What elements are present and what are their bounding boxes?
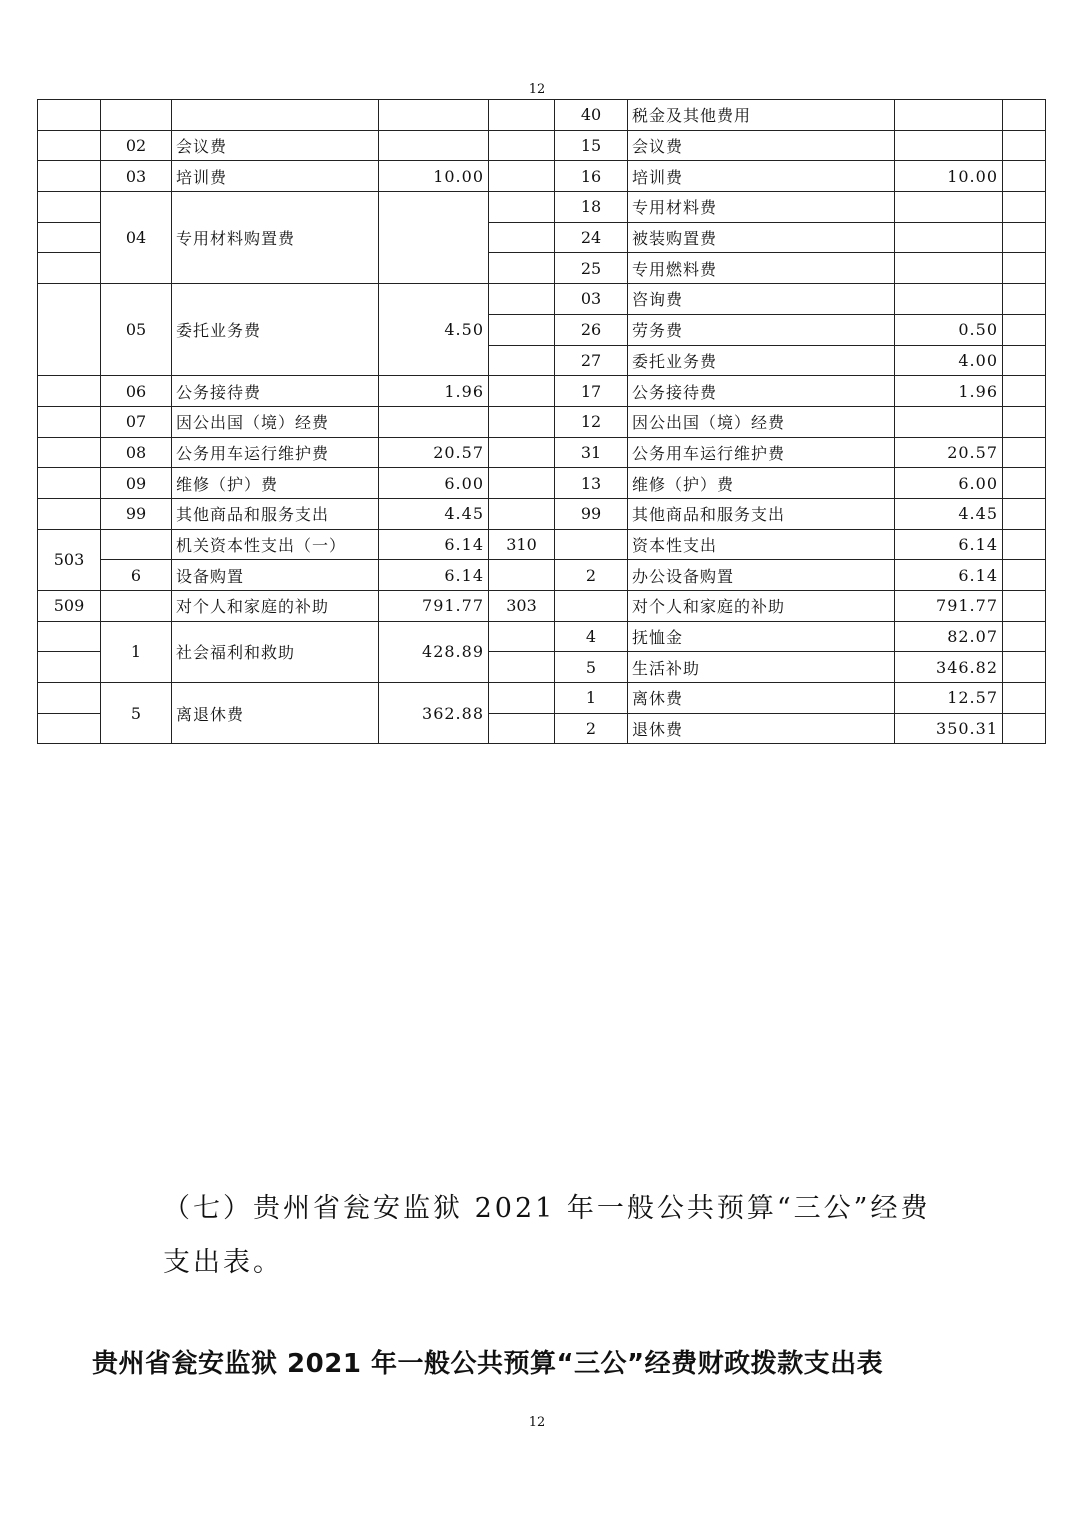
- cell-gov-amount: [379, 192, 489, 284]
- cell-dept-item: 03: [555, 284, 628, 315]
- cell-extra: [1003, 253, 1046, 284]
- cell-dept-class: [489, 560, 555, 591]
- cell-dept-amount: [895, 222, 1003, 253]
- cell-dept-item: 26: [555, 314, 628, 345]
- cell-gov-name: [172, 100, 379, 131]
- cell-gov-class: [38, 713, 101, 744]
- cell-dept-name: 培训费: [628, 161, 895, 192]
- cell-dept-name: 专用燃料费: [628, 253, 895, 284]
- cell-extra: [1003, 713, 1046, 744]
- table-row: [38, 529, 1046, 560]
- cell-gov-amount: 1.96: [379, 376, 489, 407]
- cell-dept-amount: 6.14: [895, 529, 1003, 560]
- cell-gov-name: 公务用车运行维护费: [172, 437, 379, 468]
- cell-dept-class: [489, 161, 555, 192]
- cell-gov-class: [38, 621, 101, 652]
- cell-gov-item: 07: [101, 406, 172, 437]
- cell-dept-amount: 82.07: [895, 621, 1003, 652]
- cell-dept-item: 24: [555, 222, 628, 253]
- cell-gov-amount: 4.50: [379, 284, 489, 376]
- cell-gov-name: 培训费: [172, 161, 379, 192]
- table-row: [38, 376, 1046, 407]
- cell-dept-class: [489, 192, 555, 223]
- cell-extra: [1003, 100, 1046, 131]
- cell-gov-class: [38, 406, 101, 437]
- cell-dept-item: 2: [555, 560, 628, 591]
- cell-dept-amount: 20.57: [895, 437, 1003, 468]
- cell-extra: [1003, 683, 1046, 714]
- cell-gov-class: [38, 652, 101, 683]
- cell-dept-name: 维修（护）费: [628, 468, 895, 499]
- cell-gov-name: 设备购置: [172, 560, 379, 591]
- cell-gov-amount: 428.89: [379, 621, 489, 682]
- section-heading-line-2: 支出表。: [163, 1247, 283, 1278]
- cell-dept-class: [489, 284, 555, 315]
- cell-dept-amount: 0.50: [895, 314, 1003, 345]
- table-row: [38, 406, 1046, 437]
- table-row: [38, 498, 1046, 529]
- cell-dept-amount: [895, 192, 1003, 223]
- cell-dept-name: 其他商品和服务支出: [628, 498, 895, 529]
- cell-dept-item: 25: [555, 253, 628, 284]
- cell-dept-item: 13: [555, 468, 628, 499]
- table-title: 贵州省瓮安监狱 2021 年一般公共预算“三公”经费财政拨款支出表: [92, 1349, 884, 1379]
- cell-gov-item: 6: [101, 560, 172, 591]
- cell-dept-class: [489, 713, 555, 744]
- cell-dept-class: [489, 498, 555, 529]
- cell-gov-amount: 4.45: [379, 498, 489, 529]
- cell-dept-name: 生活补助: [628, 652, 895, 683]
- cell-dept-amount: [895, 253, 1003, 284]
- cell-gov-amount: [379, 100, 489, 131]
- table-row: [38, 560, 1046, 591]
- cell-gov-name: 机关资本性支出（一）: [172, 529, 379, 560]
- cell-dept-name: 离休费: [628, 683, 895, 714]
- cell-gov-name: 委托业务费: [172, 284, 379, 376]
- cell-dept-name: 因公出国（境）经费: [628, 406, 895, 437]
- cell-gov-item: 05: [101, 284, 172, 376]
- cell-dept-item: 15: [555, 130, 628, 161]
- cell-extra: [1003, 161, 1046, 192]
- cell-gov-item: [101, 591, 172, 622]
- cell-dept-class: [489, 376, 555, 407]
- cell-gov-amount: 791.77: [379, 591, 489, 622]
- cell-gov-item: 03: [101, 161, 172, 192]
- cell-extra: [1003, 130, 1046, 161]
- cell-dept-class: [489, 314, 555, 345]
- cell-dept-name: 税金及其他费用: [628, 100, 895, 131]
- cell-dept-amount: 350.31: [895, 713, 1003, 744]
- cell-gov-class: [38, 161, 101, 192]
- cell-dept-amount: 6.00: [895, 468, 1003, 499]
- cell-extra: [1003, 560, 1046, 591]
- cell-dept-amount: 1.96: [895, 376, 1003, 407]
- cell-dept-item: [555, 529, 628, 560]
- table-row: [38, 161, 1046, 192]
- cell-dept-amount: [895, 130, 1003, 161]
- cell-extra: [1003, 621, 1046, 652]
- cell-gov-amount: 6.00: [379, 468, 489, 499]
- page-number-top: 12: [528, 82, 546, 97]
- cell-dept-item: 27: [555, 345, 628, 376]
- cell-extra: [1003, 437, 1046, 468]
- cell-dept-amount: 4.45: [895, 498, 1003, 529]
- cell-gov-item: 99: [101, 498, 172, 529]
- cell-dept-name: 劳务费: [628, 314, 895, 345]
- cell-dept-class: [489, 652, 555, 683]
- cell-gov-name: 专用材料购置费: [172, 192, 379, 284]
- cell-gov-class: [38, 284, 101, 376]
- cell-dept-item: 5: [555, 652, 628, 683]
- cell-dept-class: [489, 253, 555, 284]
- cell-dept-class: 310: [489, 529, 555, 560]
- cell-gov-amount: [379, 406, 489, 437]
- cell-dept-class: [489, 100, 555, 131]
- cell-dept-name: 退休费: [628, 713, 895, 744]
- cell-dept-class: [489, 130, 555, 161]
- cell-gov-name: 其他商品和服务支出: [172, 498, 379, 529]
- table-row: [38, 437, 1046, 468]
- cell-gov-amount: 10.00: [379, 161, 489, 192]
- cell-dept-item: 99: [555, 498, 628, 529]
- cell-dept-name: 被装购置费: [628, 222, 895, 253]
- cell-gov-item: [101, 529, 172, 560]
- table-row: [38, 468, 1046, 499]
- cell-gov-item: 09: [101, 468, 172, 499]
- cell-dept-amount: 6.14: [895, 560, 1003, 591]
- cell-dept-item: 1: [555, 683, 628, 714]
- cell-gov-name: 离退休费: [172, 683, 379, 744]
- cell-extra: [1003, 652, 1046, 683]
- cell-dept-amount: 10.00: [895, 161, 1003, 192]
- cell-gov-class: 509: [38, 591, 101, 622]
- cell-dept-amount: [895, 406, 1003, 437]
- table-row: [38, 621, 1046, 652]
- table-row: [38, 100, 1046, 131]
- cell-extra: [1003, 192, 1046, 223]
- cell-dept-name: 公务接待费: [628, 376, 895, 407]
- cell-gov-amount: 6.14: [379, 529, 489, 560]
- cell-extra: [1003, 345, 1046, 376]
- cell-dept-item: 18: [555, 192, 628, 223]
- cell-dept-item: 2: [555, 713, 628, 744]
- cell-gov-amount: 6.14: [379, 560, 489, 591]
- table-row: [38, 591, 1046, 622]
- cell-gov-name: 对个人和家庭的补助: [172, 591, 379, 622]
- cell-gov-class: [38, 498, 101, 529]
- cell-dept-item: 16: [555, 161, 628, 192]
- cell-gov-item: 02: [101, 130, 172, 161]
- cell-gov-item: [101, 100, 172, 131]
- cell-gov-item: 08: [101, 437, 172, 468]
- cell-extra: [1003, 406, 1046, 437]
- cell-gov-item: 1: [101, 621, 172, 682]
- cell-dept-name: 专用材料费: [628, 192, 895, 223]
- cell-dept-item: 31: [555, 437, 628, 468]
- cell-gov-name: 公务接待费: [172, 376, 379, 407]
- cell-gov-name: 会议费: [172, 130, 379, 161]
- cell-gov-class: 503: [38, 529, 101, 590]
- table-row: [38, 683, 1046, 714]
- cell-dept-name: 办公设备购置: [628, 560, 895, 591]
- cell-gov-item: 04: [101, 192, 172, 284]
- cell-dept-name: 对个人和家庭的补助: [628, 591, 895, 622]
- cell-dept-item: 40: [555, 100, 628, 131]
- cell-dept-class: [489, 437, 555, 468]
- cell-dept-name: 公务用车运行维护费: [628, 437, 895, 468]
- cell-dept-class: [489, 345, 555, 376]
- cell-dept-class: 303: [489, 591, 555, 622]
- budget-expenditure-table: [37, 99, 1046, 744]
- cell-gov-amount: 20.57: [379, 437, 489, 468]
- cell-gov-class: [38, 130, 101, 161]
- table-row: [38, 284, 1046, 315]
- cell-gov-name: 社会福利和救助: [172, 621, 379, 682]
- cell-dept-amount: 791.77: [895, 591, 1003, 622]
- cell-gov-class: [38, 100, 101, 131]
- cell-dept-class: [489, 468, 555, 499]
- cell-gov-amount: [379, 130, 489, 161]
- cell-dept-class: [489, 621, 555, 652]
- cell-dept-item: [555, 591, 628, 622]
- cell-dept-class: [489, 683, 555, 714]
- cell-dept-amount: [895, 284, 1003, 315]
- cell-extra: [1003, 591, 1046, 622]
- cell-gov-item: 06: [101, 376, 172, 407]
- cell-gov-class: [38, 253, 101, 284]
- cell-dept-name: 资本性支出: [628, 529, 895, 560]
- cell-extra: [1003, 529, 1046, 560]
- cell-gov-class: [38, 437, 101, 468]
- cell-gov-item: 5: [101, 683, 172, 744]
- cell-gov-class: [38, 376, 101, 407]
- table-row: [38, 192, 1046, 223]
- cell-gov-class: [38, 683, 101, 714]
- cell-extra: [1003, 284, 1046, 315]
- cell-dept-name: 抚恤金: [628, 621, 895, 652]
- cell-dept-class: [489, 406, 555, 437]
- table-row: [38, 130, 1046, 161]
- cell-gov-amount: 362.88: [379, 683, 489, 744]
- page-number-bottom: 12: [528, 1415, 546, 1430]
- cell-gov-class: [38, 192, 101, 223]
- cell-extra: [1003, 376, 1046, 407]
- cell-dept-name: 咨询费: [628, 284, 895, 315]
- cell-extra: [1003, 314, 1046, 345]
- section-heading-line-1: （七）贵州省瓮安监狱 2021 年一般公共预算“三公”经费: [163, 1193, 931, 1224]
- cell-gov-class: [38, 468, 101, 499]
- cell-gov-name: 维修（护）费: [172, 468, 379, 499]
- cell-dept-amount: 346.82: [895, 652, 1003, 683]
- cell-dept-class: [489, 222, 555, 253]
- cell-dept-name: 委托业务费: [628, 345, 895, 376]
- cell-dept-item: 17: [555, 376, 628, 407]
- cell-dept-item: 4: [555, 621, 628, 652]
- cell-dept-name: 会议费: [628, 130, 895, 161]
- cell-extra: [1003, 222, 1046, 253]
- cell-dept-amount: 4.00: [895, 345, 1003, 376]
- cell-dept-item: 12: [555, 406, 628, 437]
- cell-gov-class: [38, 222, 101, 253]
- cell-extra: [1003, 498, 1046, 529]
- cell-extra: [1003, 468, 1046, 499]
- cell-dept-amount: [895, 100, 1003, 131]
- cell-gov-name: 因公出国（境）经费: [172, 406, 379, 437]
- cell-dept-amount: 12.57: [895, 683, 1003, 714]
